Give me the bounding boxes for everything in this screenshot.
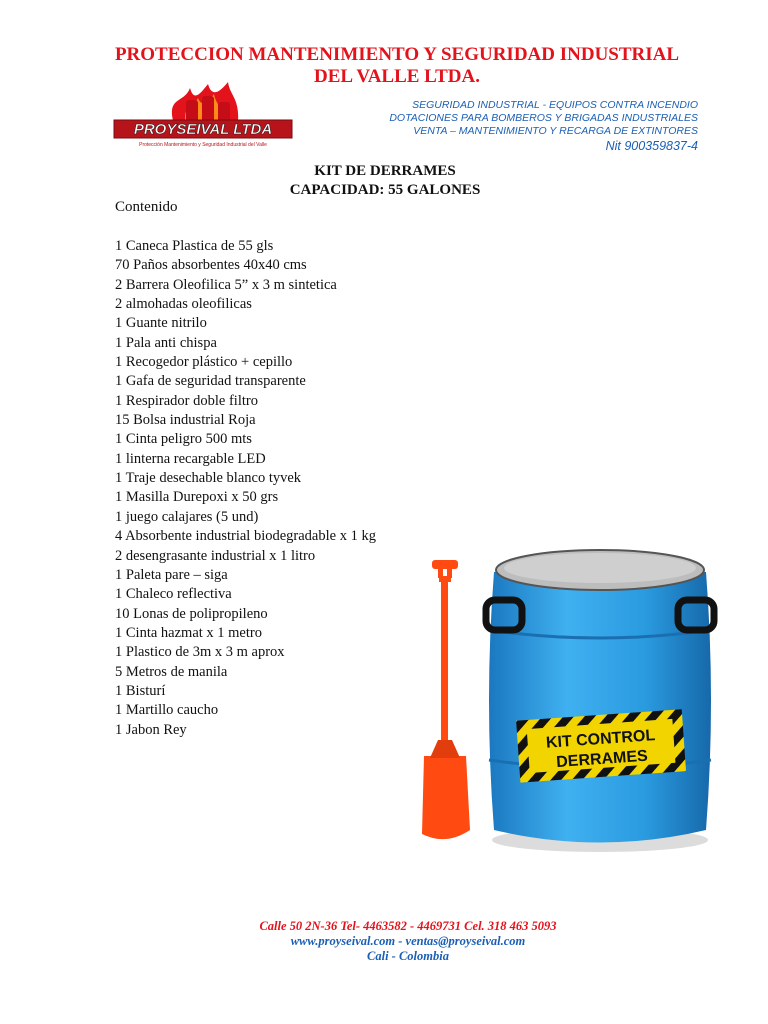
shovel-icon <box>422 560 470 839</box>
list-item: 1 Bisturí <box>115 682 166 699</box>
nit-number: Nit 900359837-4 <box>605 139 698 153</box>
drum-label-line2: DERRAMES <box>555 747 649 772</box>
services-block <box>389 99 698 154</box>
list-item: 2 Barrera Oleofilica 5” x 3 m sintetica <box>115 276 337 293</box>
list-item: 1 Plastico de 3m x 3 m aprox <box>115 644 285 661</box>
list-item: 1 Cinta hazmat x 1 metro <box>115 624 262 641</box>
list-item: 1 Respirador doble filtro <box>115 392 258 409</box>
contents-list <box>115 237 395 740</box>
list-item: 1 Jabon Rey <box>115 721 187 738</box>
list-item: 1 Caneca Plastica de 55 gls <box>115 238 274 254</box>
drum-label-line1: KIT CONTROL <box>545 727 656 752</box>
service-line: SEGURIDAD INDUSTRIAL - EQUIPOS CONTRA INCENDIO <box>412 99 698 111</box>
footer-address: Calle 50 2N-36 Tel- 4463582 - 4469731 Cel. 318 463 5093 <box>259 919 557 933</box>
service-line: VENTA – MANTENIMIENTO Y RECARGA DE EXTINTORES <box>413 125 698 137</box>
list-item: 15 Bolsa industrial Roja <box>115 412 256 429</box>
list-item: 1 linterna recargable LED <box>115 450 266 467</box>
list-item: 70 Paños absorbentes 40x40 cms <box>115 257 307 274</box>
list-item: 1 Martillo caucho <box>115 702 219 719</box>
logo-wordmark: PROYSEIVAL LTDA <box>133 121 273 138</box>
footer-web: www.proyseival.com - ventas@proyseival.com <box>290 934 526 948</box>
list-item: 1 Paleta pare – siga <box>115 566 228 583</box>
list-item: 1 Cinta peligro 500 mts <box>115 431 252 448</box>
document-subtitle: CAPACIDAD: 55 GALONES <box>289 182 481 198</box>
list-item: 1 Gafa de seguridad transparente <box>115 373 306 390</box>
list-item: 1 Chaleco reflectiva <box>115 586 232 603</box>
service-line: DOTACIONES PARA BOMBEROS Y BRIGADAS INDUSTRIALES <box>389 112 698 124</box>
list-item: 1 Guante nitrilo <box>115 315 207 332</box>
list-item: 1 Pala anti chispa <box>115 334 217 351</box>
company-logo <box>112 82 304 152</box>
drum-icon <box>486 550 714 852</box>
spill-kit-image <box>410 530 730 870</box>
list-item: 4 Absorbente industrial biodegradable x 1 kg <box>115 528 376 545</box>
content-label: Contenido <box>115 199 178 215</box>
list-item: 1 Recogedor plástico + cepillo <box>115 354 293 371</box>
document-heading <box>0 162 768 200</box>
footer-city: Cali - Colombia <box>367 949 449 963</box>
list-item: 2 desengrasante industrial x 1 litro <box>115 547 316 564</box>
list-item: 1 Traje desechable blanco tyvek <box>115 470 302 487</box>
list-item: 10 Lonas de polipropileno <box>115 605 268 622</box>
company-title-line2: DEL VALLE LTDA. <box>314 66 480 87</box>
footer <box>0 919 768 964</box>
list-item: 5 Metros de manila <box>115 663 228 680</box>
list-item: 1 juego calajares (5 und) <box>115 508 259 525</box>
list-item: 1 Masilla Durepoxi x 50 grs <box>115 489 279 506</box>
logo-tagline: Protección Mantenimiento y Seguridad Industrial del Valle <box>139 142 267 148</box>
document-title: KIT DE DERRAMES <box>314 163 456 179</box>
list-item: 2 almohadas oleofilicas <box>115 296 252 313</box>
company-title-line1: PROTECCION MANTENIMIENTO Y SEGURIDAD INDUSTRIAL <box>114 44 680 65</box>
